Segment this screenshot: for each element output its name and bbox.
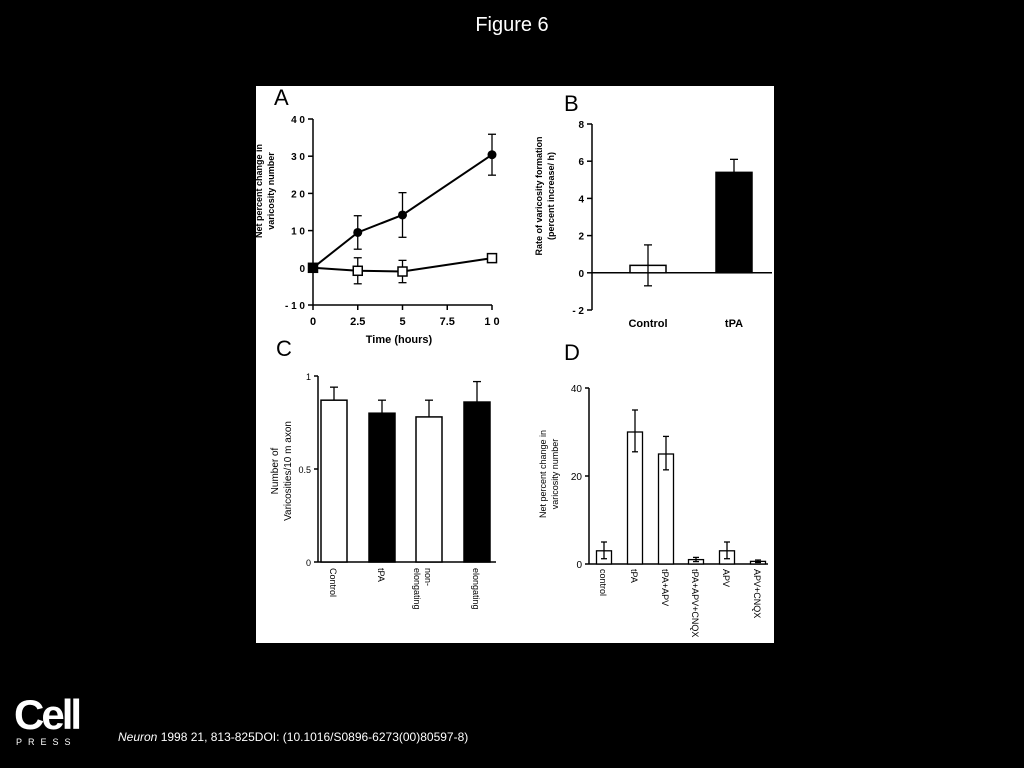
d-category-label: tPA+APV	[660, 569, 670, 607]
a-y-tick-label: 2 0	[291, 189, 305, 201]
a-x-tick-label: 0	[309, 316, 317, 328]
d-y-tick-label: 40	[570, 384, 582, 395]
a-ylabel	[254, 144, 276, 238]
d-category-label: tPA+APV+CNQX	[690, 569, 700, 638]
b-y-tick-label: 8	[578, 120, 584, 131]
b-ylabel-line: Rate of varicosity formation	[534, 136, 544, 256]
d-category-label: APV	[721, 569, 731, 588]
slide-title: Figure 6	[475, 14, 549, 36]
citation	[118, 730, 468, 744]
chart-a	[254, 115, 500, 346]
b-y-tick-label: 4	[578, 194, 584, 206]
a-point	[488, 254, 497, 263]
d-category-label: control	[598, 569, 608, 597]
a-y-tick-label: 1 0	[291, 226, 305, 238]
c-ylabel-line: Varicosities/10 m axon	[283, 421, 294, 521]
c-y-tick-label: 0	[305, 558, 311, 568]
a-x-tick-label: 5	[399, 316, 406, 328]
b-ylabel	[534, 136, 556, 255]
a-x-tick-label: 1 0	[484, 316, 500, 328]
cell-press-logo	[14, 691, 84, 750]
c-category-label	[412, 568, 433, 610]
c-ylabel-line: Number of	[270, 447, 281, 495]
a-y-tick-label: 4 0	[291, 115, 305, 126]
c-bar	[369, 413, 395, 562]
a-x-tick-label: 2.5	[350, 316, 366, 328]
figure-svg	[256, 86, 774, 643]
c-category-label	[328, 568, 338, 597]
b-category-label: Control	[628, 318, 668, 330]
panel-d-letter: D	[564, 340, 580, 365]
b-y-tick-label: 0	[578, 268, 584, 280]
c-category-label-line: non-	[423, 568, 433, 587]
b-y-tick-label: 2	[578, 231, 584, 243]
d-category-label: tPA	[629, 569, 639, 583]
c-category-label-line: elongating	[412, 568, 422, 610]
b-ylabel-line: (percent increase/ h)	[546, 151, 556, 241]
b-y-tick-label: - 2	[572, 306, 584, 317]
chart-d	[538, 384, 768, 637]
c-bar	[416, 417, 442, 562]
d-y-tick-label: 0	[576, 560, 582, 571]
d-ylabel-line: varicosity number	[550, 438, 560, 510]
c-ylabel	[270, 421, 294, 521]
a-point	[353, 266, 362, 275]
logo-word: Cell	[14, 691, 80, 738]
a-point	[353, 228, 362, 237]
a-y-tick-label: - 1 0	[284, 301, 305, 312]
a-ylabel-line: Net percent change in	[254, 143, 264, 239]
panel-b-letter: B	[564, 91, 579, 116]
d-ylabel-line: Net percent change in	[538, 429, 548, 519]
chart-c	[270, 372, 496, 610]
b-bar	[716, 172, 752, 272]
a-point	[309, 263, 318, 272]
b-y-tick-label: 6	[578, 157, 584, 169]
a-x-tick-label: 7.5	[439, 316, 455, 328]
a-y-tick-label: 0	[299, 263, 305, 275]
d-bar	[659, 454, 674, 564]
c-bar	[321, 400, 347, 562]
a-xlabel: Time (hours)	[365, 334, 433, 346]
a-point	[398, 267, 407, 276]
panel-a-letter: A	[274, 85, 289, 110]
c-category-label-line: tPA	[376, 568, 386, 582]
citation-journal: Neuron	[118, 730, 158, 744]
logo-press: PRESS	[16, 737, 77, 747]
chart-b	[534, 120, 772, 330]
d-ylabel	[538, 430, 560, 518]
c-y-tick-label: 1	[305, 372, 311, 382]
c-bar	[464, 402, 490, 562]
a-point	[488, 150, 497, 159]
c-category-label-line: Control	[328, 568, 338, 598]
panel-c-letter: C	[276, 336, 292, 361]
citation-details: 1998 21, 813-825DOI: (10.1016/S0896-6273(00)80597-8)	[157, 730, 469, 744]
d-category-label: APV+CNQX	[752, 569, 762, 619]
c-category-label	[471, 568, 481, 610]
a-ylabel-line: varicosity number	[266, 152, 276, 230]
figure-panel	[256, 86, 774, 643]
a-point	[398, 210, 407, 219]
c-category-label	[376, 568, 386, 582]
b-category-label: tPA	[724, 318, 744, 330]
d-y-tick-label: 20	[570, 472, 582, 483]
a-y-tick-label: 3 0	[291, 152, 305, 164]
c-y-tick-label: 0.5	[298, 465, 311, 475]
c-category-label-line: elongating	[471, 568, 481, 610]
